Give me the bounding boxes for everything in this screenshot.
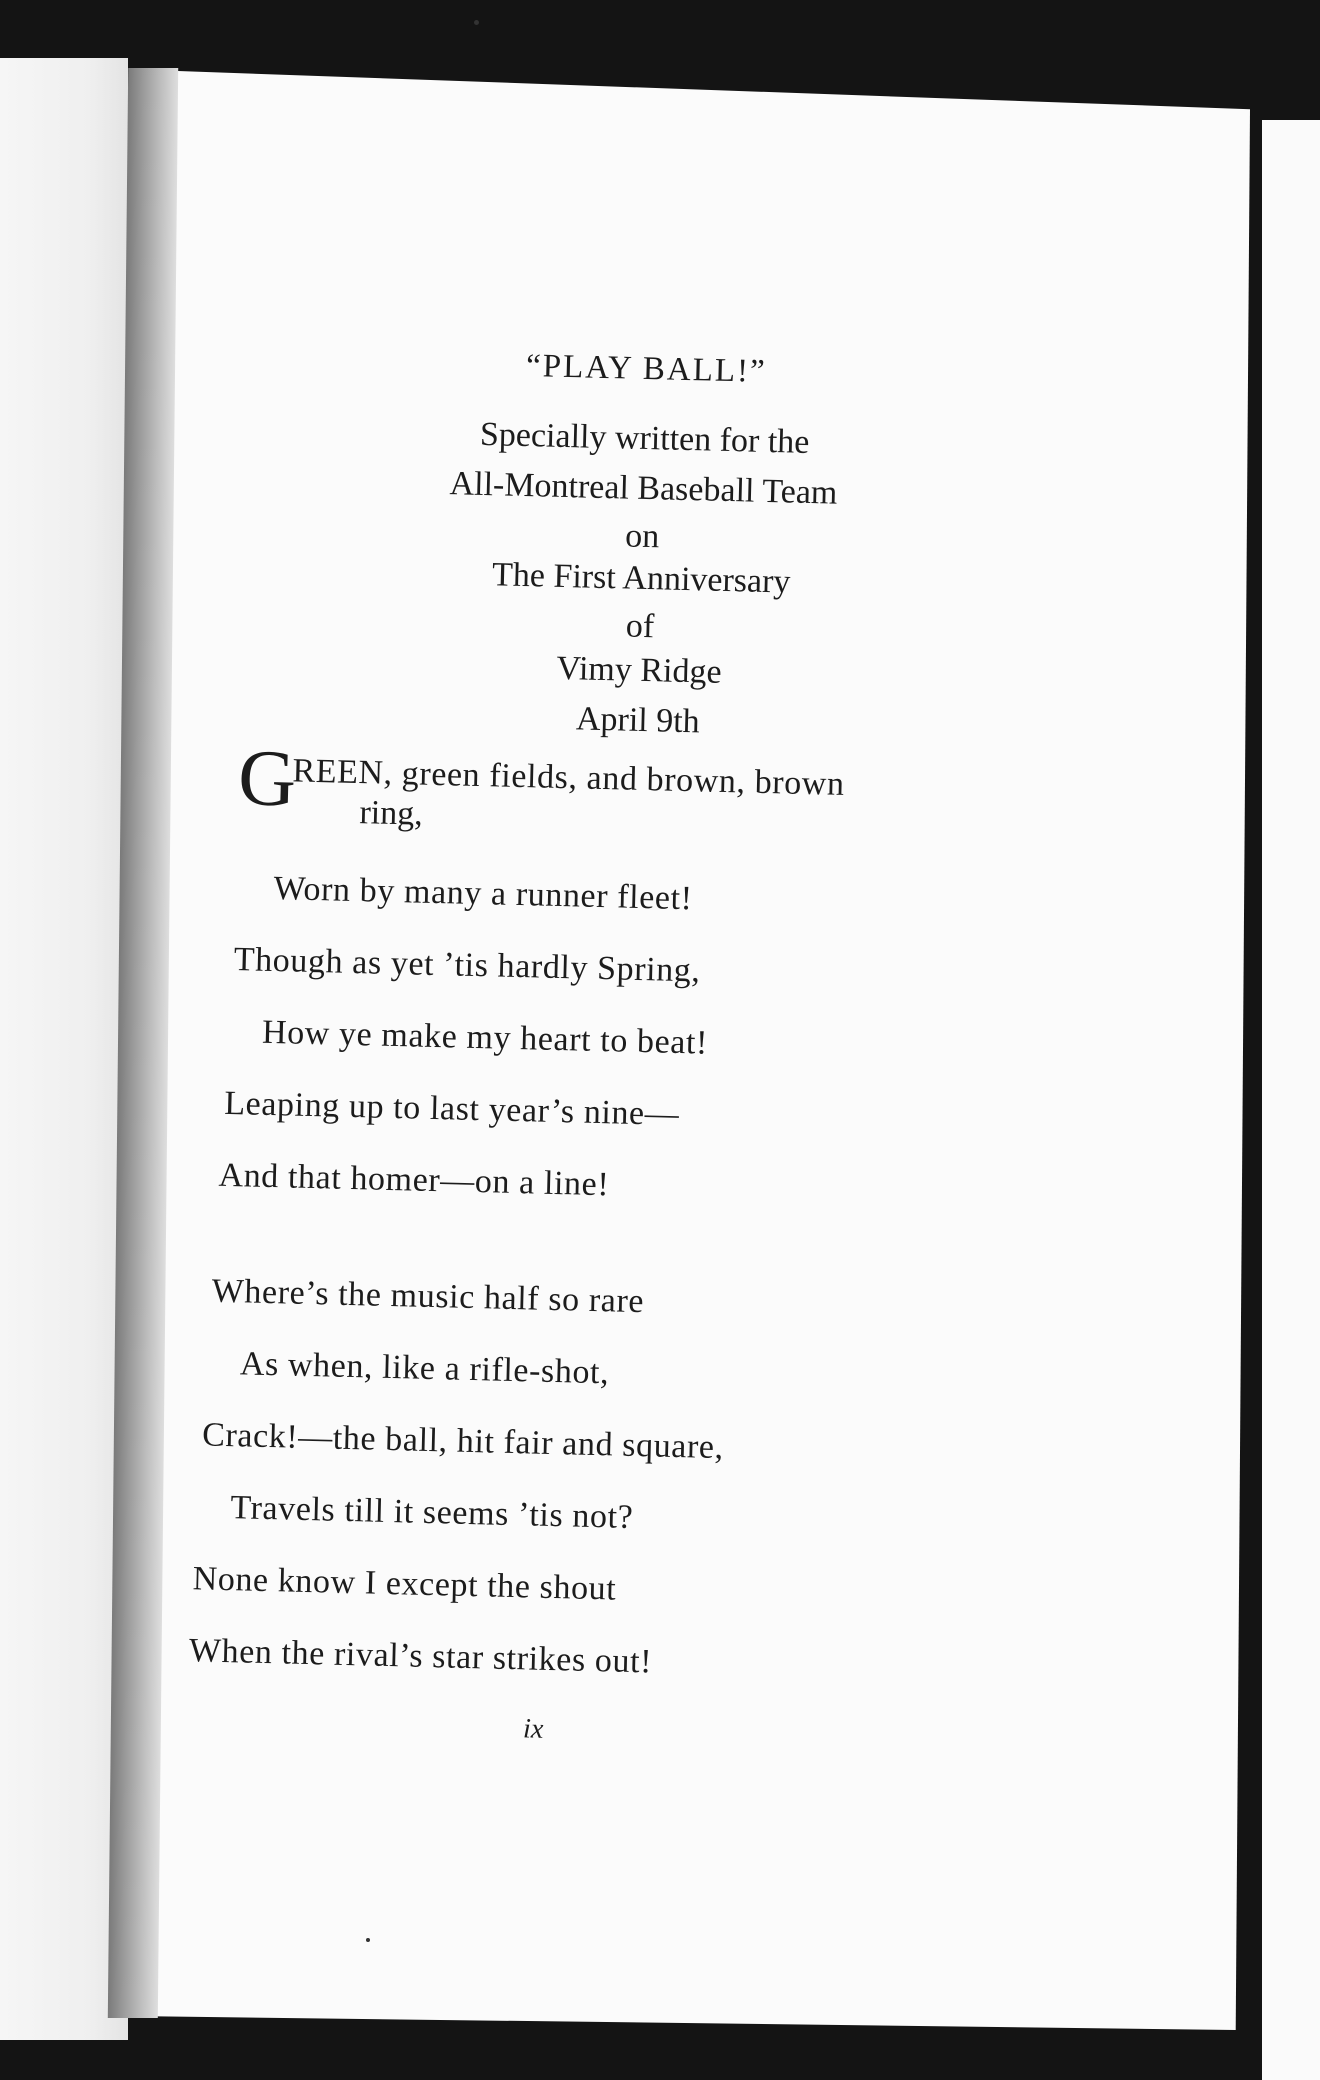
dedication-line: Vimy Ridge <box>556 649 723 691</box>
verse-line: Travels till it seems ’tis not? <box>230 1489 634 1536</box>
verse-line: As when, like a rifle-shot, <box>239 1345 610 1392</box>
dust-speck <box>474 20 479 25</box>
dedication-line: on <box>624 517 660 556</box>
dedication-line: All-Montreal Baseball Team <box>449 465 838 512</box>
verse-line: Leaping up to last year’s nine— <box>223 1084 680 1133</box>
dedication-line: The First Anniversary <box>491 556 791 601</box>
verse-line: How ye make my heart to beat! <box>261 1013 709 1062</box>
verse-line: Worn by many a runner fleet! <box>273 870 693 918</box>
poem-first-line-continuation: ring, <box>359 794 424 833</box>
verse-line: None know I except the shout <box>192 1560 617 1608</box>
verse-line: Crack!—the ball, hit fair and square, <box>201 1416 725 1467</box>
poem-title: “PLAY BALL!” <box>525 348 768 390</box>
dedication-line: Specially written for the <box>479 415 810 461</box>
verse-line: Where’s the music half so rare <box>211 1272 645 1321</box>
drop-cap: G <box>237 734 298 824</box>
verse-line: When the rival’s star strikes out! <box>188 1632 653 1681</box>
verse-line: Though as yet ’tis hardly Spring, <box>233 941 701 990</box>
dedication-date: April 9th <box>575 700 701 741</box>
page-number: ix <box>522 1713 544 1745</box>
verse-line: And that homer—on a line! <box>218 1156 610 1204</box>
dedication-line: of <box>625 607 655 646</box>
dust-speck <box>366 1938 370 1942</box>
poem-first-line: REEN, green fields, and brown, brown <box>292 752 846 803</box>
